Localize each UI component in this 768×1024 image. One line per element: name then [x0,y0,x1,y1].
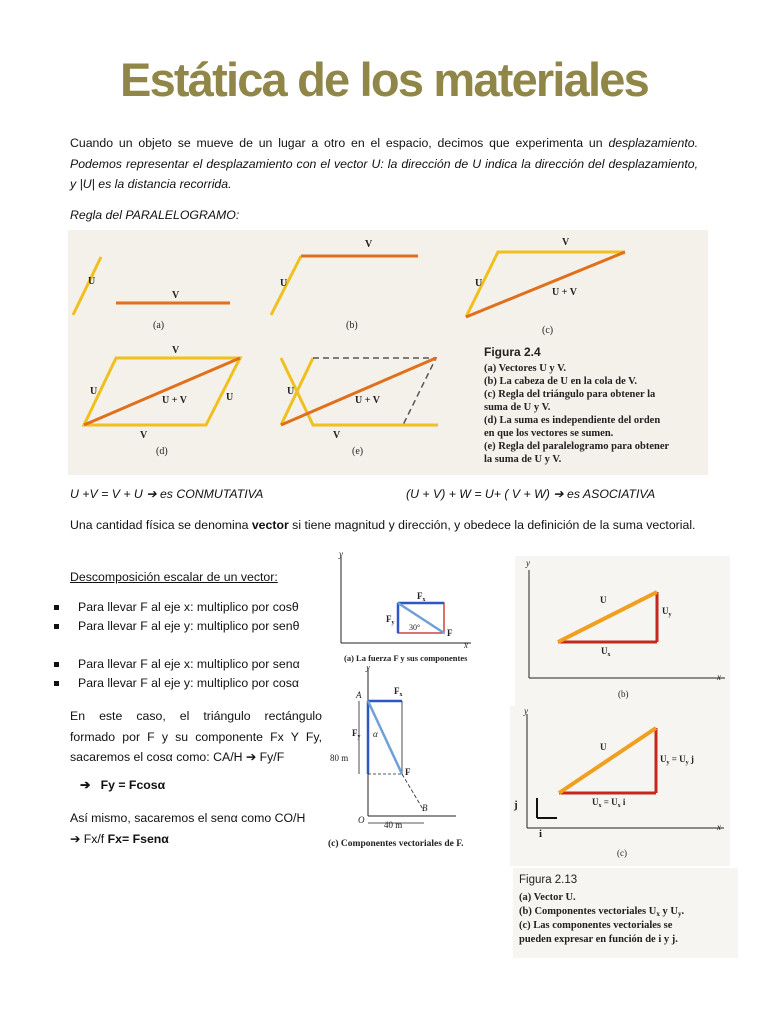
figure-2-4-line-1: (a) Vectores U y V. [484,363,566,374]
figure-2-4-line-3: (c) Regla del triángulo para obtener la [484,389,656,400]
label-i: i [539,828,543,840]
label-alpha: α [373,729,378,739]
label-fy: $F_y$ [386,614,395,626]
label-ux: $U_x$ [601,646,611,658]
label-u-b: U [280,278,288,289]
point-b: B [422,803,428,813]
label-40m: 40 m [384,820,403,830]
label-uv-e: U + V [355,395,380,406]
figure-2-13-title: Figura 2.13 [519,874,578,886]
figure-2-4-line-4: suma de U y V. [484,402,551,413]
figure-2-4-line-2: (b) La cabeza de U en la cola de V. [484,376,638,387]
sub-d: (d) [156,446,168,457]
figure-2-13-line-2: (b) Componentes vectoriales Ux y Uy. [519,906,685,918]
label-v-a: V [172,290,180,301]
label-v-b: V [365,239,373,250]
bullet-list-theta [52,598,299,636]
explain-line-3b: Fy/F [256,750,285,764]
figure-force-components-a [326,548,506,666]
label-uy-eq: $U_y = U_y$ j [660,754,694,766]
label-u-c: U [475,278,483,289]
explain-line-5 [70,829,326,850]
label-v-c: V [562,237,570,248]
label-f: F [405,767,411,777]
figure-2-13-line-1: (a) Vector U. [519,892,576,903]
label-v-d-bottom: V [140,430,148,441]
arrow-icon: ➔ [146,487,157,501]
explanation-paragraph-2 [70,808,326,849]
sub-e: (e) [352,446,364,457]
x-axis-label: x [717,672,721,682]
figure-2-13-line-4: pueden expresar en función de i y j. [519,934,678,945]
commutative-formula: U +V = V + U [70,487,143,501]
figure-2-4 [68,230,708,475]
y-axis-label: y [524,706,528,716]
list-item: Para llevar F al eje x: multiplico por cosθ [52,598,299,617]
label-ux-eq: $U_x = U_x$ i [592,797,626,809]
vector-f [398,603,444,633]
list-item: Para llevar F al eje y: multiplico por senθ [52,617,299,636]
sub-c: (c) [542,325,554,336]
cable-line [402,774,424,811]
list-item: Para llevar F al eje y: multiplico por cosα [52,674,300,693]
formula-fy [80,775,165,796]
figure-2-13-b [515,556,730,706]
label-80m: 80 m [330,753,349,763]
vector-definition [70,515,698,536]
explain-line-4: Así mismo, sacaremos el senα como CO/H [70,811,306,825]
label-uv-c: U + V [552,287,577,298]
label-v-e: V [333,430,341,441]
page-title: Estática de los materiales [120,53,648,106]
figure-2-4-line-7: (e) Regla del paralelogramo para obtener [484,441,670,452]
label-uy: $U_y$ [662,606,672,618]
figure-2-4-line-8: la suma de U y V. [484,454,562,465]
label-fx: $F_x$ [394,686,403,698]
vector-def-text-1: Una cantidad física se denomina [70,518,252,532]
label-fx: $F_x$ [417,591,426,603]
figure-a-caption: (a) La fuerza F y sus componentes [344,653,468,663]
arrow-icon: ➔ [553,487,564,501]
y-axis-label: y [526,558,530,568]
label-uv-d: U + V [162,395,187,406]
decomposition-heading: Descomposición escalar de un vector: [70,570,278,584]
explain-line-3 [70,747,322,768]
intro-italic-text: desplazamiento. Podemos representar el desplazamiento con el vector U: la dirección de U indica la dirección del desplazamiento, y |U| es la distancia recorrida. [70,136,698,191]
explain-line-5a: Fx/f [80,831,108,846]
intro-text: Cuando un objeto se mueve de un lugar a otro en el espacio, decimos que experimenta un [70,136,609,150]
sub-a: (a) [153,320,165,331]
label-f: F [447,628,453,638]
point-a: A [356,690,362,700]
label-u-e: U [287,386,295,397]
x-axis-label: x [464,640,468,650]
figure-2-13-line-3: (c) Las componentes vectoriales se [519,920,673,931]
figure-2-4-line-6: en que los vectores se sumen. [484,428,614,439]
label-fy: $F_y$ [352,728,361,740]
associative-property [406,484,655,505]
list-item: Para llevar F al eje x: multiplico por senα [52,655,300,674]
associative-label: es ASOCIATIVA [566,487,656,501]
figure-2-4-title: Figura 2.4 [484,345,541,359]
label-angle: 30° [409,623,421,632]
y-axis-label: y [339,549,343,559]
label-u-a: U [88,276,96,287]
rule-heading: Regla del PARALELOGRAMO: [70,208,240,222]
explain-line-2: formado por F y su componente Fx Y Fy, [70,729,322,744]
sub-b: (b) [618,689,629,699]
commutative-property [70,484,263,505]
figure-2-13-b-background [515,556,730,706]
commutative-label: es CONMUTATIVA [159,487,264,501]
figure-vector-components-c [326,666,516,856]
bullet-list-alpha [52,655,300,693]
figure-2-13-c [510,706,730,866]
figure-c-caption: (c) Componentes vectoriales de F. [328,839,464,849]
x-axis-label: x [717,822,721,832]
label-j: j [514,799,518,811]
explain-line-3a: sacaremos el cosα como: CA/H [70,750,246,764]
point-o: O [358,815,365,825]
formula-fy-text: Fy = Fcosα [100,778,166,792]
associative-formula: (U + V) + W = U+ ( V + W) [406,487,550,501]
explain-line-1: En este caso, el triángulo rectángulo [70,709,322,723]
vector-def-bold: vector [251,518,289,532]
figure-2-4-line-5: (d) La suma es independiente del orden [484,415,661,426]
figure-2-13-c-background [510,706,730,866]
label-u: U [600,595,607,605]
explanation-paragraph [70,706,322,768]
sub-c: (c) [617,848,627,858]
formula-fx: Fx= Fsenα [107,831,169,846]
vector-def-text-2: si tiene magnitud y dirección, y obedece la definición de la suma vectorial. [288,518,696,532]
arrow-icon: ➔ [80,778,91,792]
figure-2-13-caption [513,868,738,958]
label-u-d-left: U [90,386,98,397]
intro-paragraph [70,133,698,195]
sub-b: (b) [346,320,358,331]
label-u: U [600,742,607,752]
arrow-icon: ➔ [70,831,81,846]
y-axis-label: y [366,666,370,672]
arrow-icon: ➔ [245,750,257,764]
label-v-d-top: V [172,345,180,356]
label-u-d-right: U [226,392,234,403]
